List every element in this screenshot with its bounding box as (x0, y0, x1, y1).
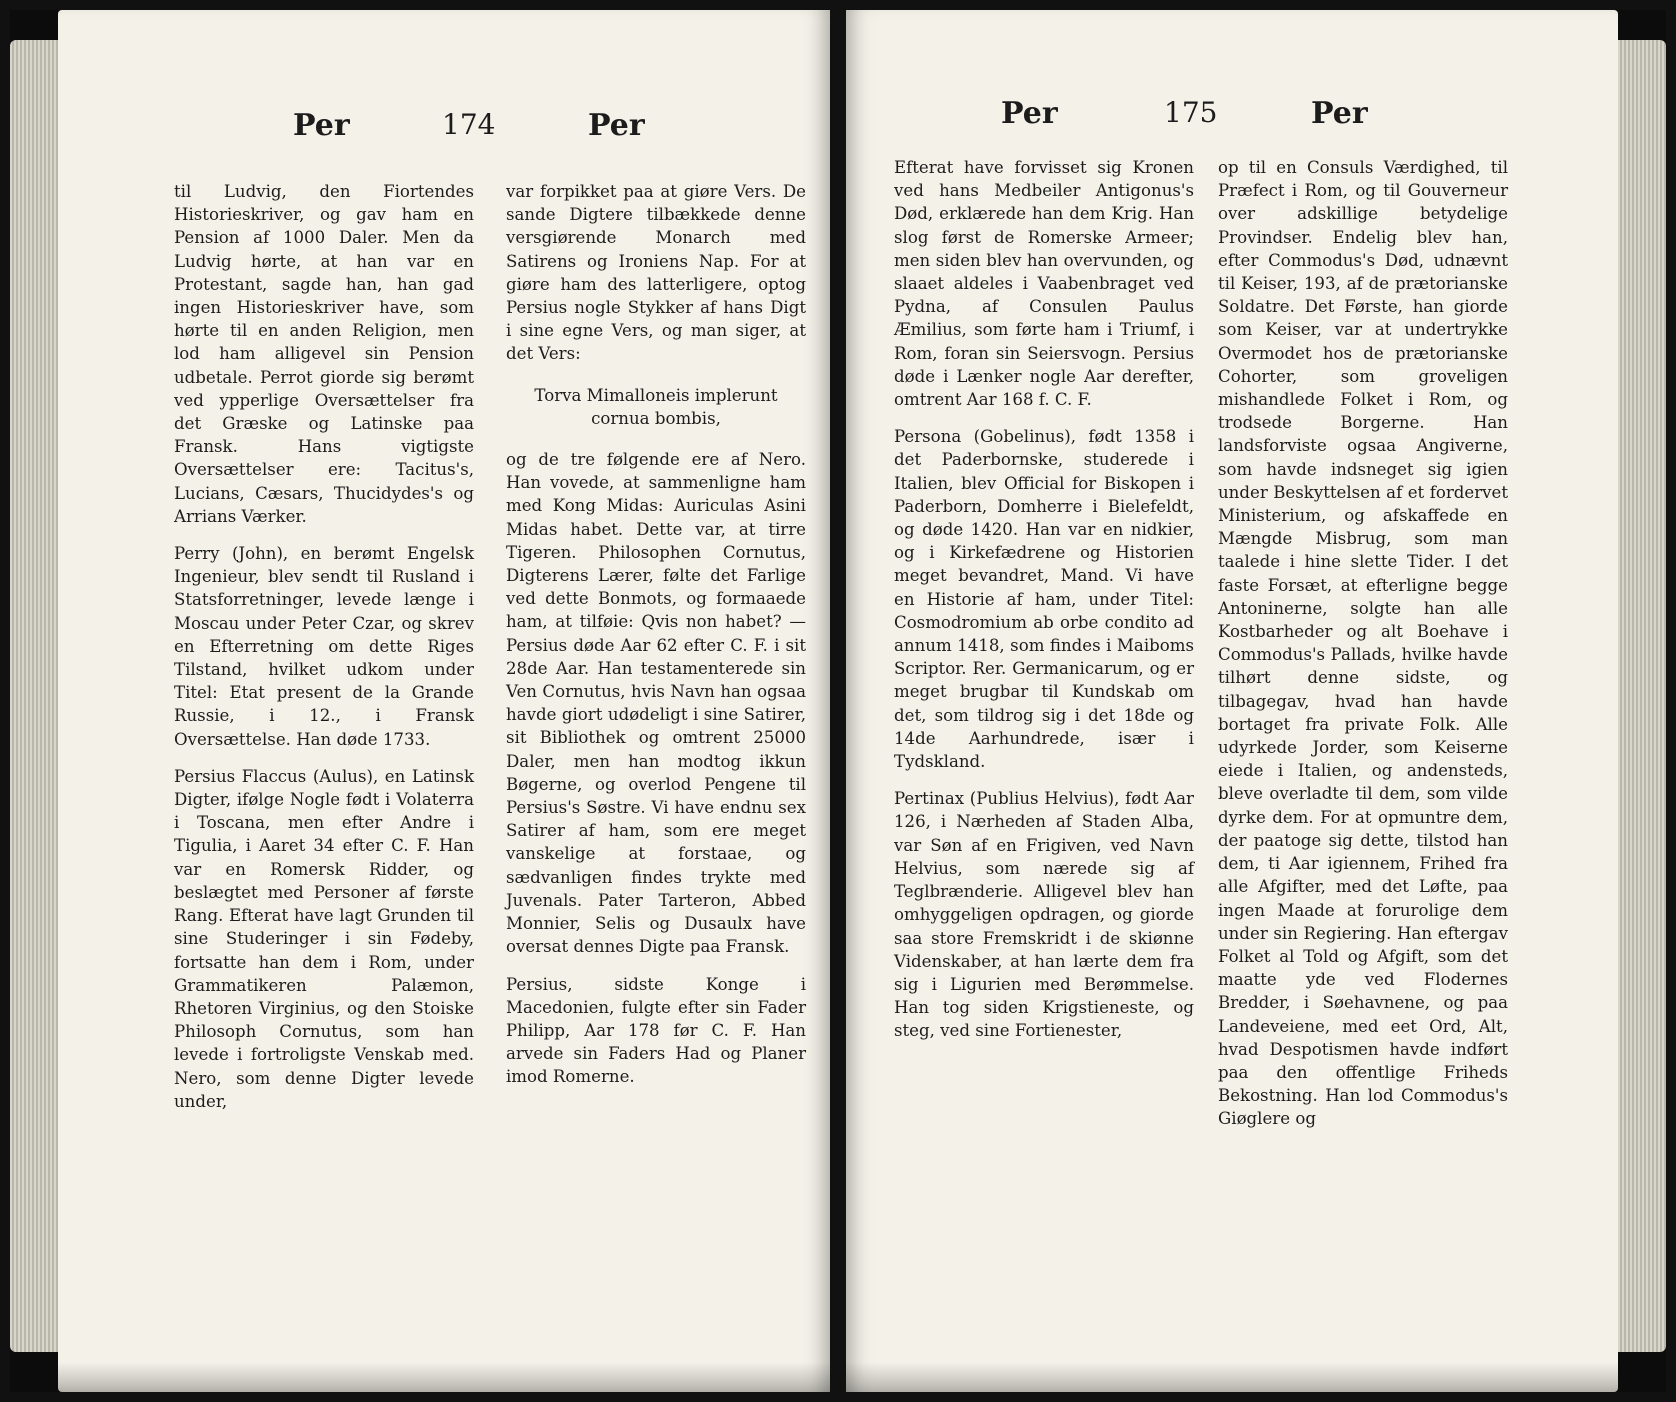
column-right (1218, 156, 1508, 1145)
column-left (174, 180, 474, 1127)
entry-persius-flaccus: Persius Flaccus (Aulus), en Latinsk Digter, ifølge Nogle født i Volaterra i Toscana, men efter Andre i Tigulia, i Aaret 34 efter C. F. Han var en Romersk Ridder, og beslægtet med Personer af første Rang. Efterat have lagt Grunden til sine Studeringer i sin Fødeby, fortsatte han dem i Rom, under Grammatikeren Palæmon, Rhetoren Virginius, og den Stoiske Philosoph Cornutus, som han levede i fortroligste Venskab med. Nero, som denne Digter levede under, (174, 766, 474, 1111)
entry-persius-king-cont: Efterat have forvisset sig Kronen ved hans Medbeiler Antigonus's Død, erklærede han dem Krig. Han slog først de Romerske Armeer; men siden blev han overvunden, og slaaet aldeles i Vaabenbraget ved Pydna, af Consulen Paulus Æmilius, som førte ham i Triumf, i Rom, foran sin Seiersvogn. Persius døde i Lænker nogle Aar derefter, omtrent Aar 168 f. C. F. (894, 158, 1194, 410)
entry-persius-king: Persius, sidste Konge i Macedonien, fulgte efter sin Fader Philipp, Aar 178 før C. F. Han arvede sin Faders Had og Planer imod Romerne. (506, 974, 806, 1087)
page-number: 175 (1164, 96, 1218, 129)
header-word-right: Per (588, 108, 645, 143)
page-number: 174 (442, 108, 496, 141)
header-word-left: Per (293, 108, 350, 143)
entry-persius-flaccus-cont: var forpikket paa at giøre Vers. De sande Digtere tilbækkede denne versgiørende Monarch med Satirens og Ironiens Nap. For at giøre ham des latterligere, optog Persius nogle Stykker af hans Digt i sine egne Vers, og man siger, at det Vers: (506, 182, 806, 364)
header-word-left: Per (1001, 96, 1058, 131)
running-header-175 (846, 96, 1618, 144)
right-page-spread (846, 10, 1666, 1392)
entry-persona: Persona (Gobelinus), født 1358 i det Paderbornske, studerede i Italien, blev Official for Biskopen i Paderborn, Domherre i Bielefeldt, og døde 1420. Han var en nidkier, og i Kirkefædrene og Historien meget bevandret, Mand. Vi have en Historie af ham, under Titel: Cosmodromium ab orbe condito ad annum 1418, som findes i Maiboms Scriptor. Rer. Germanicarum, og er meget brugbar til Kundskab om det, som tildrog sig i det 18de og 14de Aarhundrede, især i Tydskland. (894, 427, 1194, 772)
page-175 (846, 10, 1618, 1392)
entry-pertinax: Pertinax (Publius Helvius), født Aar 126, i Nærheden af Staden Alba, var Søn af en Frigiven, ved Navn Helvius, som nærede sig af Teglbrænderie. Alligevel blev han omhyggeligen opdragen, og giorde saa store Fremskridt i de skiønne Videnskaber, at han lærte dem fra sig i Ligurien med Berømmelse. Han tog siden Krigstieneste, og steg, ved sine Fortienester, (894, 789, 1194, 1041)
latin-verse: Torva Mimalloneis implerunt cornua bombis, (534, 385, 778, 428)
page-bottom-shadow (58, 1362, 830, 1392)
entry-perry: Perry (John), en berømt Engelsk Ingenieur, blev sendt til Rusland i Statsforretninger, levede længe i Moscau under Peter Czar, og skrev en Efterretning om dette Riges Tilstand, hvilket udkom under Titel: Etat present de la Grande Russie, i 12., i Fransk Oversættelse. Han døde 1733. (174, 544, 474, 749)
entry-persius-flaccus-cont2: og de tre følgende ere af Nero. Han vovede, at sammenligne ham med Kong Midas: Auriculas Asini Midas habet. Dette var, at tirre Tigeren. Philosophen Cornutus, Digterens Lærer, følte det Farlige ved dette Bonmots, og formaaede ham, at tilføie: Qvis non habet? — Persius døde Aar 62 efter C. F. i sit 28de Aar. Han testamenterede sin Ven Cornutus, hvis Navn han ogsaa havde giort udødeligt i sine Satirer, sit Bibliothek og omtrent 25000 Daler, men han modtog ikkun Bøgerne, og overlod Pengene til Persius's Søstre. Vi have endnu sex Satirer af ham, som ere meget vanskelige at forstaae, og sædvanligen findes trykte med Juvenals. Pater Tarteron, Abbed Monnier, Selis og Dusaulx have oversat dennes Digte paa Fransk. (506, 450, 806, 957)
left-page-edges (10, 40, 58, 1352)
header-word-right: Per (1311, 96, 1368, 131)
page-bottom-shadow (846, 1362, 1618, 1392)
entry-pertinax-cont: op til en Consuls Værdighed, til Præfect i Rom, og til Gouverneur over adskillige betydelige Provindser. Endelig blev han, efter Commodus's Død, udnævnt til Keiser, 193, af de prætorianske Soldatre. Det Første, han giorde som Keiser, var at undertrykke Overmodet hos de prætorianske Cohorter, som groveligen mishandlede Folket i Rom, og trodsede Borgerne. Han landsforviste ogsaa Angiverne, som havde indsneget sig igien under Beskyttelsen af et fordervet Ministerium, og afskaffede en Mængde Misbrug, som man taalede i hine slette Tider. I det faste Forsæt, at efterligne begge Antoninerne, solgte han alle Kostbarheder og alt Boehave i Commodus's Pallads, hvilke havde tilhørt denne sidste, og tilbagegav, hvad han havde bortaget fra private Folk. Alle udyrkede Jorder, som Keiserne eiede i Italien, og andensteds, bleve overladte til dem, som vilde dyrke dem. For at opmuntre dem, der paatoge sig dette, tilstod han dem, ti Aar igiennem, Frihed fra alle Afgifter, med det Løfte, paa ingen Maade at forurolige dem under sin Regiering. Han eftergav Folket al Told og Afgift, som det maatte yde ved Flodernes Bredder, i Søehavnene, og paa Landeveiene, med eet Ord, Alt, hvad Despotismen havde indført paa den offentlige Friheds Bekostning. Han lod Commodus's Giøglere og (1218, 158, 1508, 1129)
right-page-edges (1618, 40, 1666, 1352)
entry-perrot-cont: til Ludvig, den Fiortendes Historieskriver, og gav ham en Pension af 1000 Daler. Men da Ludvig hørte, at han var en Protestant, sagde han, han gad ingen Historieskriver have, som hørte til en anden Religion, men lod ham alligevel sin Pension udbetale. Perrot giorde sig berømt ved ypperlige Oversættelser fra det Græske og Latinske paa Fransk. Hans vigtigste Oversættelser ere: Tacitus's, Lucians, Cæsars, Thucidydes's og Arrians Værker. (174, 182, 474, 526)
column-right (506, 180, 806, 1103)
page-174 (58, 10, 830, 1392)
column-left (894, 156, 1194, 1057)
running-header-174 (58, 108, 830, 156)
left-page-spread (10, 10, 830, 1392)
